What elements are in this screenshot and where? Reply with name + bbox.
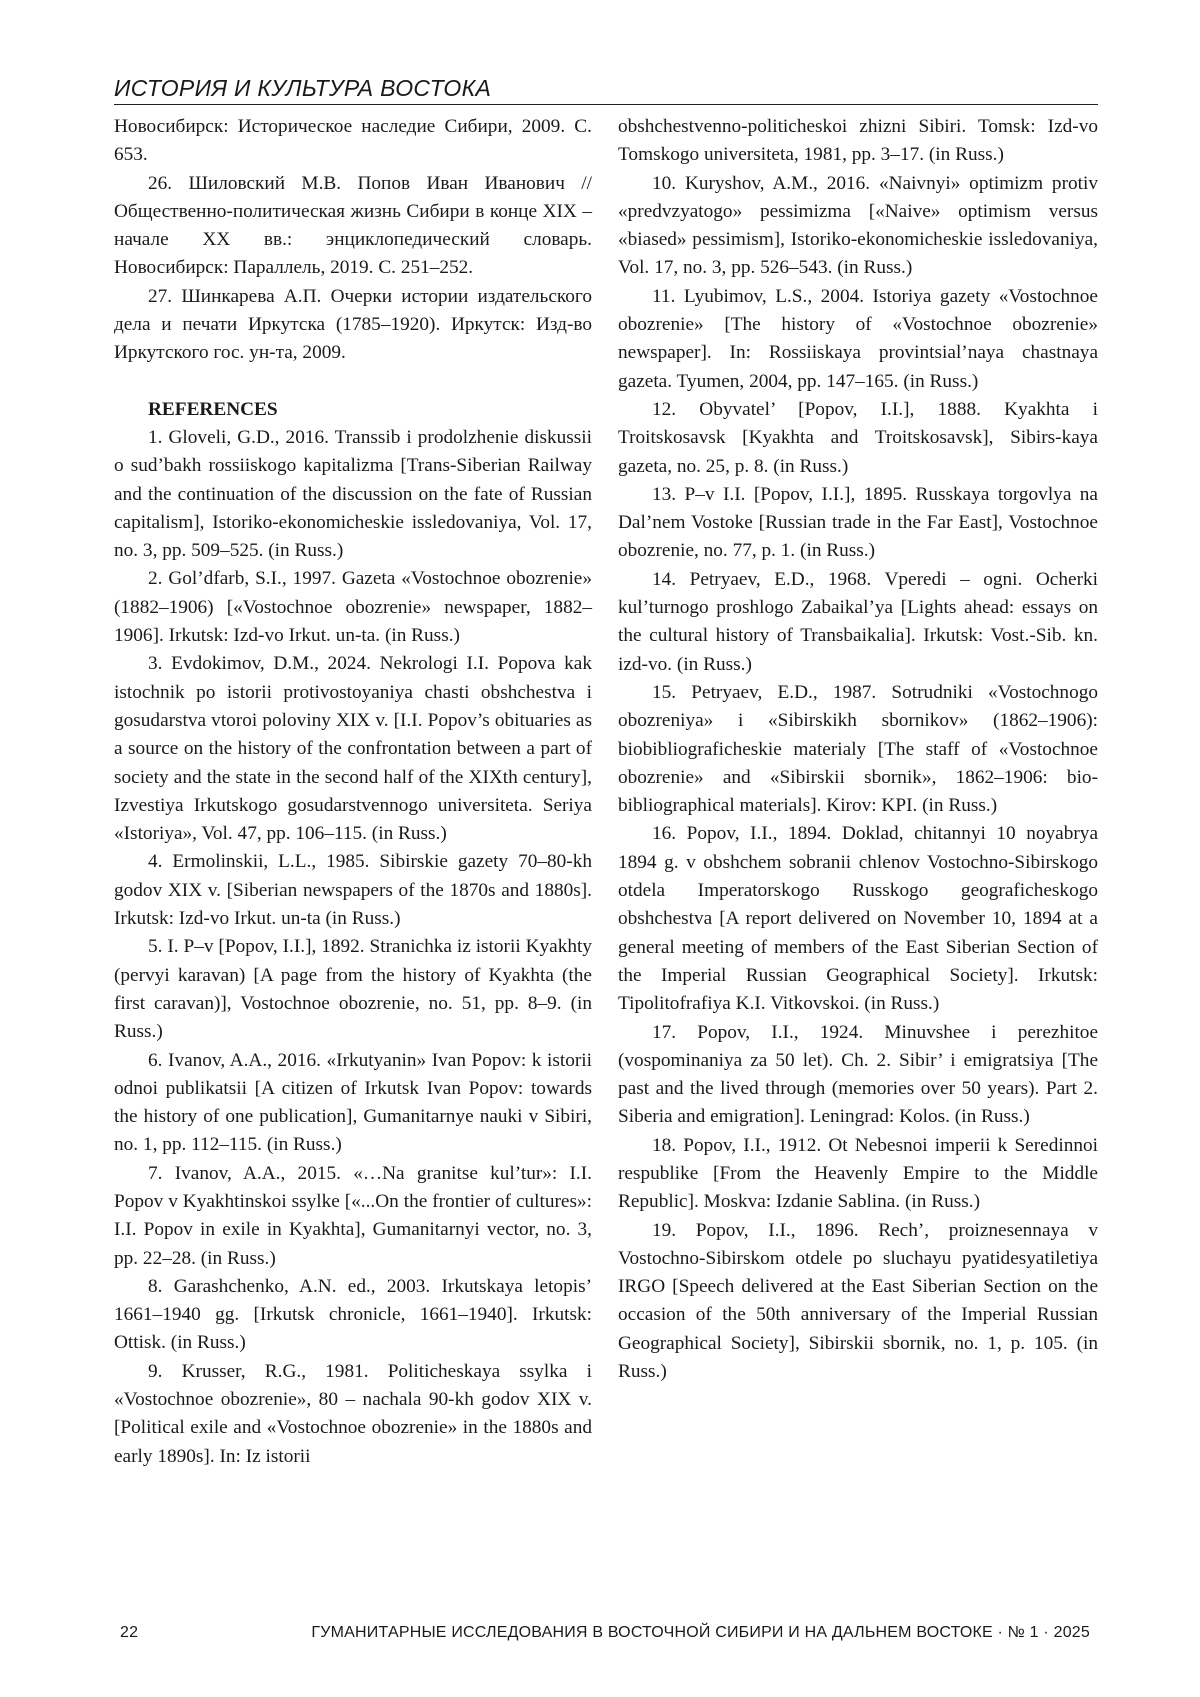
- ref-15: 15. Petryaev, E.D., 1987. Sotrudniki «Vostochnogo obozreniya» i «Sibirskikh sbornikov» (1862–1906): biobibliograficheskie materialy [The staff of «Vostochnoe obozrenie» and «Sibirskii sbornik», 1862–1906: bio-bibliographical materials]. Kirov: KPI. (in Russ.): [618, 681, 1098, 817]
- ref-continuation-left: Новосибирск: Историческое наследие Сибири, 2009. С. 653.: [114, 116, 592, 166]
- ref-2: 2. Gol’dfarb, S.I., 1997. Gazeta «Vostochnoe obozrenie» (1882–1906) [«Vostochnoe obozrenie» newspaper, 1882–1906]. Irkutsk: Izd-vo Irkut. un-ta. (in Russ.): [114, 568, 592, 647]
- ru-ref-26: 26. Шиловский М.В. Попов Иван Иванович // Общественно-политическая жизнь Сибири в конце XIX – начале XX вв.: энциклопедический словарь. Новосибирск: Параллель, 2019. С. 251–252.: [114, 172, 592, 279]
- ref-10: 10. Kuryshov, A.M., 2016. «Naivnyi» optimizm protiv «predvzyatogo» pessimizma [«Naive» optimism versus «biased» pessimism], Istoriko-ekonomicheskie issledovaniya, Vol. 17, no. 3, pp. 526–543. (in Russ.): [618, 172, 1098, 279]
- ref-3: 3. Evdokimov, D.M., 2024. Nekrologi I.I. Popova kak istochnik po istorii protivostoyaniya chasti obshchestva i gosudarstva vtoroi poloviny XIX v. [I.I. Popov’s obituaries as a source on the history of the confrontation between a part of society and the state in the second half of the XIXth century], Izvestiya Irkutskogo gosudarstvennogo universiteta. Seriya «Istoriya», Vol. 47, pp. 106–115. (in Russ.): [114, 653, 592, 845]
- ref-4: 4. Ermolinskii, L.L., 1985. Sibirskie gazety 70–80-kh godov XIX v. [Siberian newspapers of the 1870s and 1880s]. Irkutsk: Izd-vo Irkut. un-ta (in Russ.): [114, 851, 592, 930]
- ref-6: 6. Ivanov, A.A., 2016. «Irkutyanin» Ivan Popov: k istorii odnoi publikatsii [A citizen of Irkutsk Ivan Popov: towards the history of one publication], Gumanitarnye nauki v Sibiri, no. 1, pp. 112–115. (in Russ.): [114, 1049, 592, 1156]
- running-header: [114, 74, 1098, 105]
- ref-continuation-right: obshchestvenno-politicheskoi zhizni Sibiri. Tomsk: Izd-vo Tomskogo universiteta, 1981, pp. 3–17. (in Russ.): [618, 116, 1098, 166]
- ref-17: 17. Popov, I.I., 1924. Minuvshee i perezhitoe (vospominaniya za 50 let). Ch. 2. Sibir’ i emigratsiya [The past and the lived through (memories over 50 years). Part 2. Siberia and emigration]. Leningrad: Kolos. (in Russ.): [618, 1021, 1098, 1128]
- ref-9: 9. Krusser, R.G., 1981. Politicheskaya ssylka i «Vostochnoe obozrenie», 80 – nachala 90-kh godov XIX v. [Political exile and «Vostochnoe obozrenie» in the 1880s and early 1890s]. In: Iz istorii: [114, 1360, 592, 1467]
- ref-7: 7. Ivanov, A.A., 2015. «…Na granitse kul’tur»: I.I. Popov v Kyakhtinskoi ssylke [«...On the frontier of cultures»: I.I. Popov in exile in Kyakhta], Gumanitarnyi vector, no. 3, pp. 22–28. (in Russ.): [114, 1162, 592, 1269]
- ref-8: 8. Garashchenko, A.N. ed., 2003. Irkutskaya letopis’ 1661–1940 gg. [Irkutsk chronicle, 1661–1940]. Irkutsk: Ottisk. (in Russ.): [114, 1275, 592, 1354]
- journal-title: ГУМАНИТАРНЫЕ ИССЛЕДОВАНИЯ В ВОСТОЧНОЙ СИБИРИ И НА ДАЛЬНЕМ ВОСТОКЕ · № 1 · 2025: [311, 1624, 1090, 1641]
- right-column: [618, 113, 1098, 1386]
- ref-16: 16. Popov, I.I., 1894. Doklad, chitannyi 10 noyabrya 1894 g. v obshchem sobranii chlenov Vostochno-Sibirskogo otdela Imperatorskogo Russkogo geograficheskogo obshchestva [A report delivered on November 10, 1894 at a general meeting of members of the East Siberian Section of the Imperial Russian Geographical Society]. Irkutsk: Tipolitofrafiya K.I. Vitkovskoi. (in Russ.): [618, 823, 1098, 1015]
- ref-19: 19. Popov, I.I., 1896. Rech’, proiznesennaya v Vostochno-Sibirskom otdele po sluchayu pyatidesyatiletiya IRGO [Speech delivered at the East Siberian Section on the occasion of the 50th anniversary of the Imperial Russian Geographical Society], Sibirskii sbornik, no. 1, p. 105. (in Russ.): [618, 1219, 1098, 1383]
- ref-13: 13. P–v I.I. [Popov, I.I.], 1895. Russkaya torgovlya na Dal’nem Vostoke [Russian trade in the Far East], Vostochnoe obozrenie, no. 77, p. 1. (in Russ.): [618, 483, 1098, 562]
- ru-ref-27: 27. Шинкарева А.П. Очерки истории издательского дела и печати Иркутска (1785–1920). Иркутск: Изд-во Иркутского гос. ун-та, 2009.: [114, 285, 592, 364]
- ref-1: 1. Gloveli, G.D., 2016. Transsib i prodolzhenie diskussii o sud’bakh rossiiskogo kapitalizma [Trans-Siberian Railway and the continuation of the discussion on the fate of Russian capitalism], Istoriko-ekonomicheskie issledovaniya, Vol. 17, no. 3, pp. 509–525. (in Russ.): [114, 426, 592, 562]
- page-number: 22: [120, 1624, 139, 1641]
- references-heading: REFERENCES: [148, 398, 278, 420]
- ref-5: 5. I. P–v [Popov, I.I.], 1892. Stranichka iz istorii Kyakhty (pervyi karavan) [A page from the history of Kyakhta (the first caravan)], Vostochnoe obozrenie, no. 51, pp. 8–9. (in Russ.): [114, 936, 592, 1043]
- ref-18: 18. Popov, I.I., 1912. Ot Nebesnoi imperii k Seredinnoi respublike [From the Heavenly Empire to the Middle Republic]. Moskva: Izdanie Sablina. (in Russ.): [618, 1134, 1098, 1213]
- section-title: ИСТОРИЯ И КУЛЬТУРА ВОСТОКА: [114, 75, 492, 101]
- ref-12: 12. Obyvatel’ [Popov, I.I.], 1888. Kyakhta i Troitskosavsk [Kyakhta and Troitskosavsk], Sibirs-kaya gazeta, no. 25, p. 8. (in Russ.): [618, 398, 1098, 477]
- left-column: [114, 113, 592, 1471]
- ref-14: 14. Petryaev, E.D., 1968. Vperedi – ogni. Ocherki kul’turnogo proshlogo Zabaikal’ya [Lights ahead: essays on the cultural history of Transbaikalia]. Irkutsk: Vost.-Sib. kn. izd-vo. (in Russ.): [618, 568, 1098, 675]
- ref-11: 11. Lyubimov, L.S., 2004. Istoriya gazety «Vostochnoe obozrenie» [The history of «Vostochnoe obozrenie» newspaper]. In: Rossiiskaya provintsial’naya chastnaya gazeta. Tyumen, 2004, pp. 147–165. (in Russ.): [618, 285, 1098, 392]
